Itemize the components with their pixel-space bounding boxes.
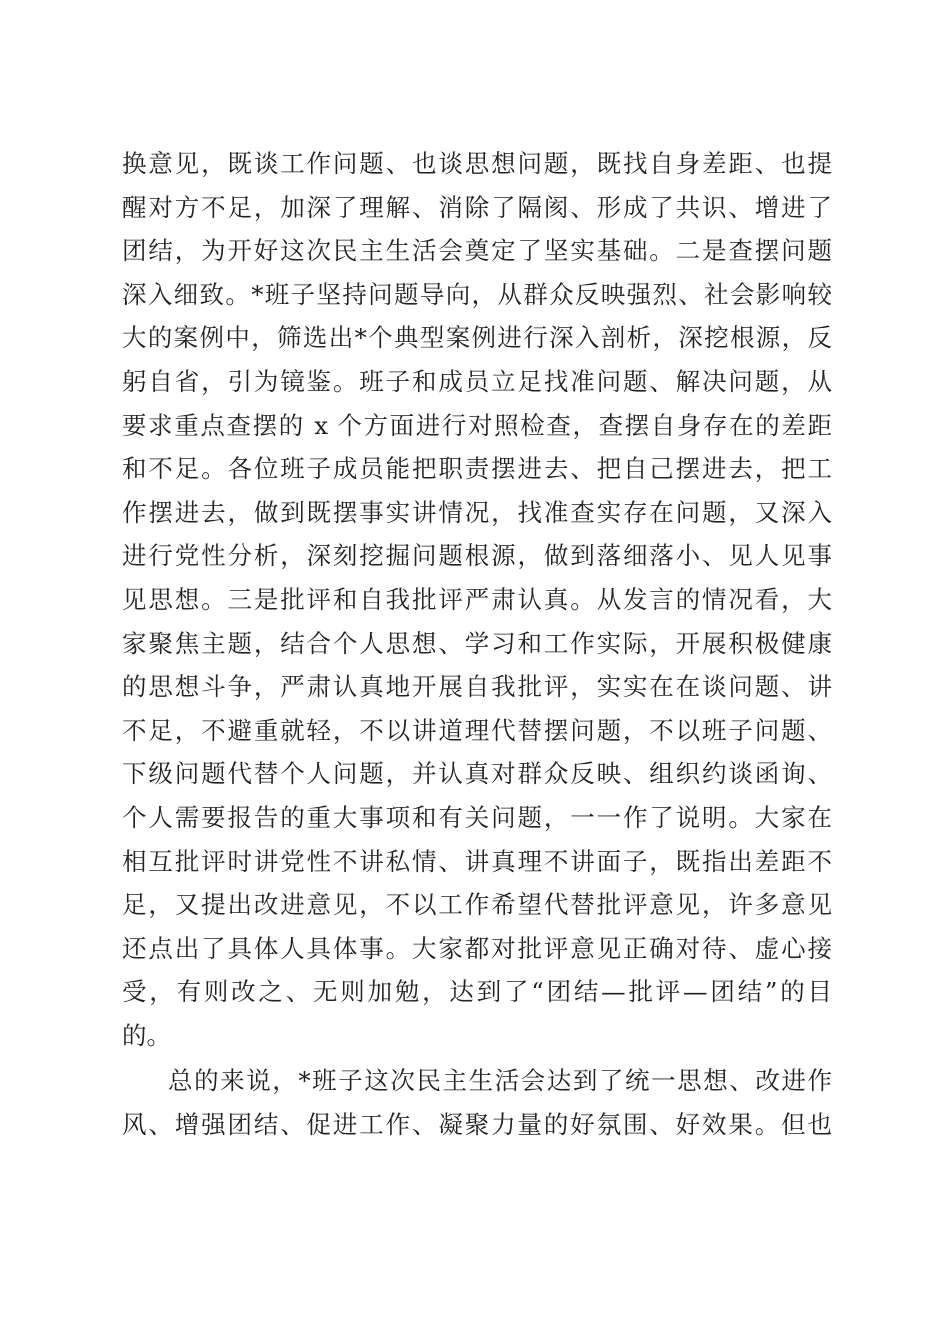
text-line: 不足，不避重就轻，不以讲道理代替摆问题，不以班子问题、 bbox=[122, 715, 832, 745]
text-line: 作摆进去，做到既摆事实讲情况，找准查实存在问题，又深入 bbox=[122, 497, 832, 527]
paragraph-1 bbox=[122, 142, 832, 1057]
text-line: 和不足。各位班子成员能把职责摆进去、把自己摆进去，把工 bbox=[122, 454, 832, 484]
text-line: 受，有则改之、无则加勉，达到了“团结—批评—团结”的目 bbox=[122, 977, 832, 1007]
text-line: 相互批评时讲党性不讲私情、讲真理不讲面子，既指出差距不 bbox=[122, 846, 832, 876]
text-line: 团结，为开好这次民主生活会奠定了坚实基础。二是查摆问题 bbox=[122, 236, 832, 266]
text-line: 换意见，既谈工作问题、也谈思想问题，既找自身差距、也提 bbox=[122, 149, 832, 178]
text-line: 深入细致。*班子坚持问题导向，从群众反映强烈、社会影响较 bbox=[122, 279, 832, 309]
text-line: 醒对方不足，加深了理解、消除了隔阂、形成了共识、增进了 bbox=[122, 192, 832, 222]
text-line: 足，又提出改进意见，不以工作希望代替批评意见，许多意见 bbox=[122, 890, 832, 920]
text-line: 大的案例中，筛选出*个典型案例进行深入剖析，深挖根源，反 bbox=[122, 323, 832, 353]
text-line: 家聚焦主题，结合个人思想、学习和工作实际，开展积极健康 bbox=[122, 628, 832, 658]
text-line: 躬自省，引为镜鉴。班子和成员立足找准问题、解决问题，从 bbox=[122, 366, 832, 396]
text-line: 下级问题代替个人问题，并认真对群众反映、组织约谈函询、 bbox=[122, 759, 832, 789]
text-line: 要求重点查摆的 x 个方面进行对照检查，查摆自身存在的差距 bbox=[122, 410, 832, 440]
text-line: 总的来说，*班子这次民主生活会达到了统一思想、改进作 bbox=[168, 1066, 832, 1096]
paragraph-2 bbox=[122, 1059, 832, 1146]
text-line: 见思想。三是批评和自我批评严肃认真。从发言的情况看，大 bbox=[122, 584, 832, 614]
text-line: 的思想斗争，严肃认真地开展自我批评，实实在在谈问题、讲 bbox=[122, 672, 832, 702]
text-line: 个人需要报告的重大事项和有关问题，一一作了说明。大家在 bbox=[122, 802, 832, 832]
document-body bbox=[122, 142, 832, 1147]
text-line: 进行党性分析，深刻挖掘问题根源，做到落细落小、见人见事 bbox=[122, 541, 832, 571]
text-line: 还点出了具体人具体事。大家都对批评意见正确对待、虚心接 bbox=[122, 933, 832, 963]
text-line: 的。 bbox=[122, 1020, 171, 1050]
text-line: 风、增强团结、促进工作、凝聚力量的好氛围、好效果。但也 bbox=[122, 1110, 832, 1140]
